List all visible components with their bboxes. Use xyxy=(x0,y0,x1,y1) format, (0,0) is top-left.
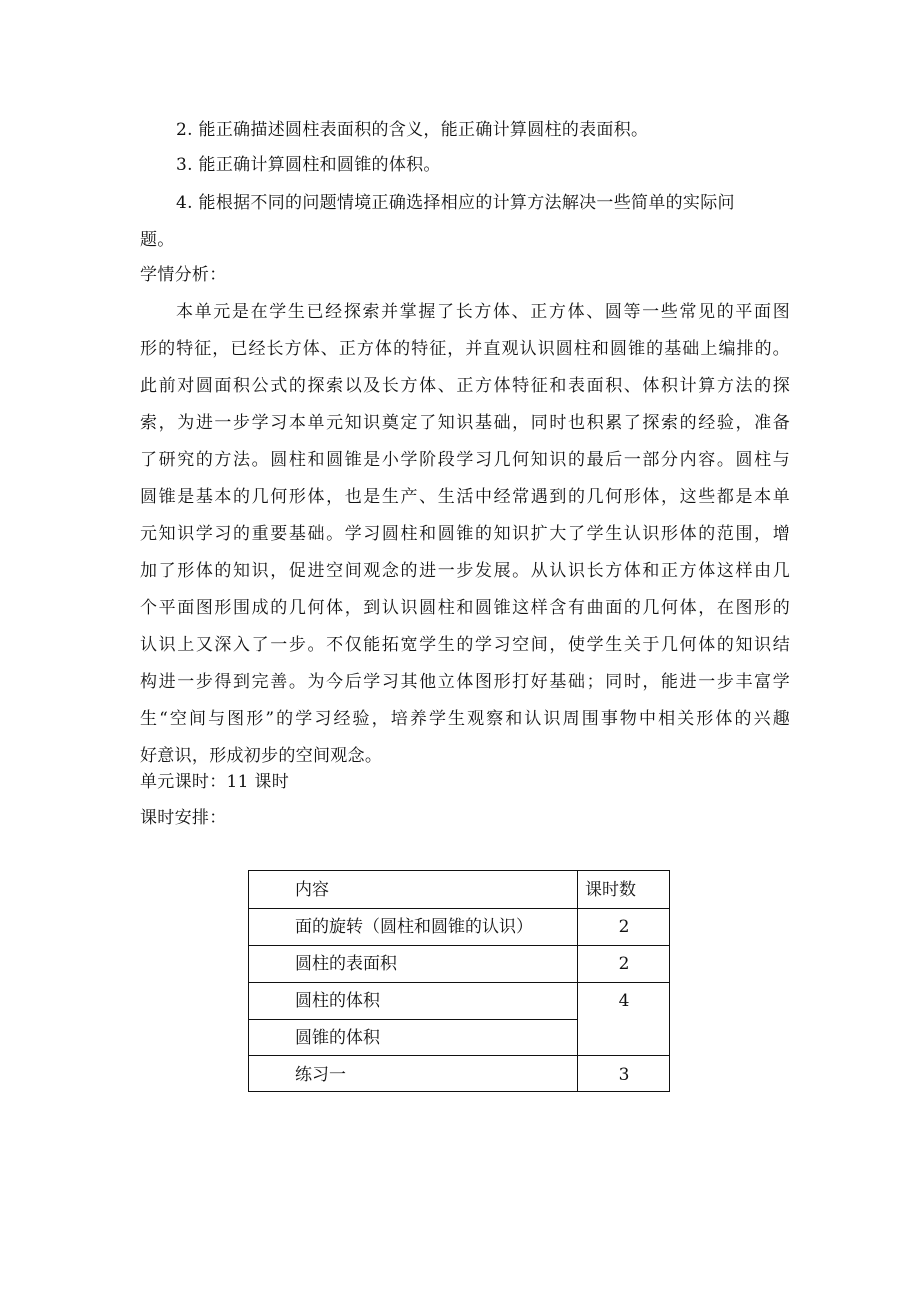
row-hours: 4 xyxy=(618,991,630,1011)
header-hours: 课时数 xyxy=(585,880,636,900)
analysis-line: 本单元是在学生已经探索并掌握了长方体、正方体、圆等一些常见的平面图 xyxy=(176,302,790,322)
analysis-line: 生“空间与图形”的学习经验，培养学生观察和认识周围事物中相关形体的兴趣 xyxy=(140,709,790,729)
analysis-line: 认识上又深入了一步。不仅能拓宽学生的学习空间，使学生关于几何体的知识结 xyxy=(140,635,790,655)
row-divider xyxy=(249,1055,669,1056)
row-content: 面的旋转（圆柱和圆锥的认识） xyxy=(295,917,533,937)
analysis-heading: 学情分析： xyxy=(140,265,227,285)
header-content: 内容 xyxy=(295,880,329,900)
analysis-line: 索，为进一步学习本单元知识奠定了知识基础，同时也积累了探索的经验，准备 xyxy=(140,413,790,433)
row-divider xyxy=(249,945,669,946)
analysis-line: 形的特征，已经长方体、正方体的特征，并直观认识圆柱和圆锥的基础上编排的。 xyxy=(140,339,790,359)
objective-4-continued: 题。 xyxy=(140,230,175,250)
analysis-line: 元知识学习的重要基础。学习圆柱和圆锥的知识扩大了学生认识形体的范围，增 xyxy=(140,524,790,544)
analysis-line: 此前对圆面积公式的探索以及长方体、正方体特征和表面积、体积计算方法的探 xyxy=(140,376,790,396)
analysis-line: 圆锥是基本的几何形体，也是生产、生活中经常遇到的几何形体，这些都是本单 xyxy=(140,487,790,507)
row-divider xyxy=(249,908,669,909)
schedule-heading: 课时安排： xyxy=(140,808,227,828)
row-hours: 3 xyxy=(618,1065,630,1085)
row-content: 圆柱的表面积 xyxy=(295,954,397,974)
objective-3: 3. 能正确计算圆柱和圆锥的体积。 xyxy=(176,155,441,175)
schedule-table xyxy=(248,870,670,1092)
analysis-line: 好意识，形成初步的空间观念。 xyxy=(140,746,383,766)
analysis-line: 构进一步得到完善。为今后学习其他立体图形打好基础；同时，能进一步丰富学 xyxy=(140,672,790,692)
row-hours: 2 xyxy=(618,954,630,974)
analysis-line: 了研究的方法。圆柱和圆锥是小学阶段学习几何知识的最后一部分内容。圆柱与 xyxy=(140,450,790,470)
row-divider xyxy=(249,1019,577,1020)
unit-hours: 单元课时：11 课时 xyxy=(140,772,290,792)
row-divider xyxy=(249,982,669,983)
analysis-line: 加了形体的知识，促进空间观念的进一步发展。从认识长方体和正方体这样由几 xyxy=(140,561,790,581)
column-divider xyxy=(577,871,578,1091)
row-content: 圆锥的体积 xyxy=(295,1028,380,1048)
row-content: 练习一 xyxy=(295,1065,346,1085)
analysis-line: 个平面图形围成的几何体，到认识圆柱和圆锥这样含有曲面的几何体，在图形的 xyxy=(140,598,790,618)
objective-4: 4. 能根据不同的问题情境正确选择相应的计算方法解决一些简单的实际问 xyxy=(176,193,735,213)
row-hours: 2 xyxy=(618,917,630,937)
row-content: 圆柱的体积 xyxy=(295,991,380,1011)
objective-2: 2. 能正确描述圆柱表面积的含义，能正确计算圆柱的表面积。 xyxy=(176,120,649,140)
